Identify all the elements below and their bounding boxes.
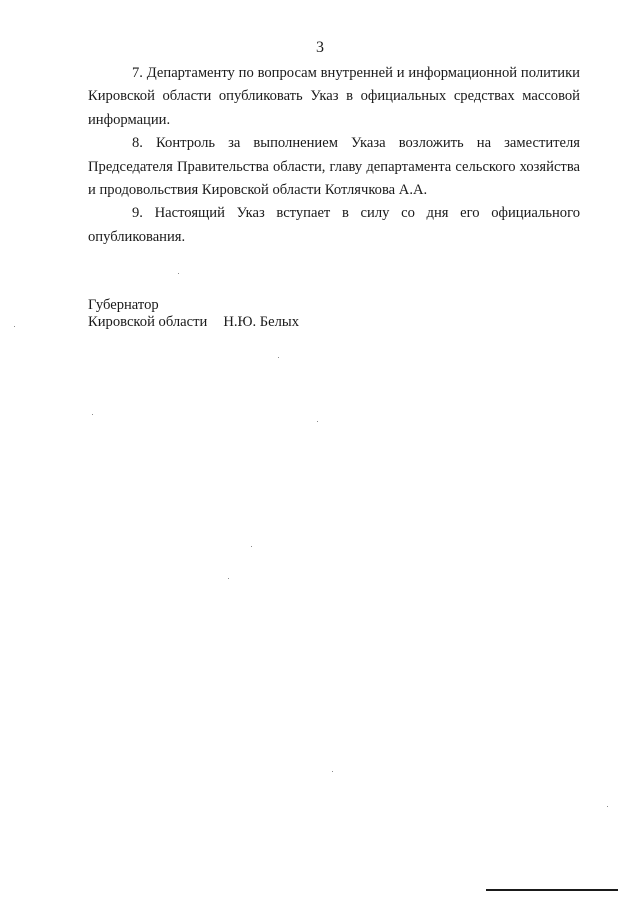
document-body	[88, 62, 580, 249]
signatory-name: Н.Ю. Белых	[223, 314, 300, 330]
scan-speck	[607, 806, 608, 807]
scan-speck	[92, 414, 93, 415]
scan-speck	[228, 578, 229, 579]
signature-title-line2: Кировской области	[88, 314, 208, 330]
scan-speck	[14, 326, 15, 327]
paragraph-9: 9. Настоящий Указ вступает в силу со дня его официального опубликования.	[88, 205, 580, 245]
paragraph-7: 7. Департаменту по вопросам внутренней и информационной политики Кировской области опубликовать Указ в официальных средствах массовой информации.	[88, 65, 580, 128]
scan-speck	[178, 273, 179, 274]
scan-speck	[317, 421, 318, 422]
signature-title-line2-row	[88, 314, 299, 331]
paragraph-8: 8. Контроль за выполнением Указа возложить на заместителя Председателя Правительства области, главу департамента сельского хозяйства и продовольствия Кировской области Котлячкова А.А.	[88, 135, 580, 199]
bottom-rule	[486, 889, 618, 891]
signature-title-line1: Губернатор	[88, 297, 159, 313]
signature-block	[88, 297, 299, 331]
scan-speck	[251, 546, 252, 547]
scan-speck	[278, 357, 279, 358]
scan-speck	[332, 771, 333, 772]
page-number: 3	[316, 39, 324, 56]
